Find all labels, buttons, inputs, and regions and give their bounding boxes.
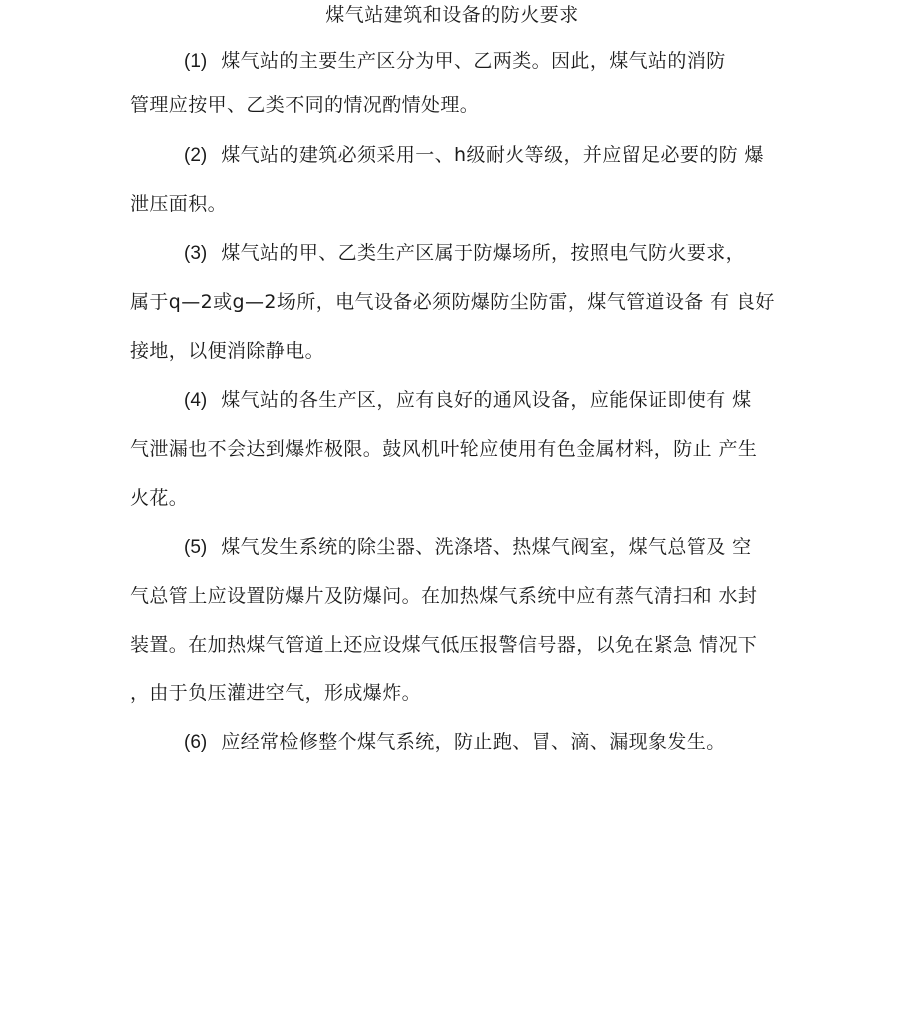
paragraph-3-number: (3) <box>184 243 208 264</box>
paragraph-5-number: (5) <box>184 537 208 558</box>
paragraph-2-line-1 <box>184 142 775 168</box>
paragraph-1-line-2: 管理应按甲、乙类不同的情况酌情处理。 <box>130 94 480 116</box>
paragraph-3-text-1: 煤气站的甲、乙类生产区属于防爆场所，按照电气防火要求， <box>221 242 746 264</box>
paragraph-5-text-1: 煤气发生系统的除尘器、洗涤塔、热煤气阀室，煤气总管及 空 <box>221 536 752 558</box>
paragraph-3-line-3: 接地，以便消除静电。 <box>130 340 325 362</box>
document-title: 煤气站建筑和设备的防火要求 <box>325 4 579 26</box>
paragraph-5-line-1 <box>184 534 775 560</box>
paragraph-5-line-2: 气总管上应设置防爆片及防爆问。在加热煤气系统中应有蒸气清扫和 水封 <box>130 585 758 607</box>
paragraph-1-line-1 <box>184 48 775 74</box>
paragraph-4-text-1: 煤气站的各生产区，应有良好的通风设备，应能保证即使有 煤 <box>221 389 752 411</box>
paragraph-6-text-1: 应经常检修整个煤气系统，防止跑、冒、滴、漏现象发生。 <box>221 731 726 753</box>
paragraph-2-number: (2) <box>184 145 208 166</box>
paragraph-3-line-2: 属于q—2或g—2场所，电气设备必须防爆防尘防雷，煤气管道设备 有 良好 <box>130 291 775 313</box>
paragraph-1-number: (1) <box>184 51 208 72</box>
paragraph-6-number: (6) <box>184 732 208 753</box>
paragraph-4-line-2: 气泄漏也不会达到爆炸极限。鼓风机叶轮应使用有色金属材料，防止 产生 <box>130 438 758 460</box>
paragraph-5-line-3: 装置。在加热煤气管道上还应设煤气低压报警信号器，以免在紧急 情况下 <box>130 634 758 656</box>
paragraph-4-number: (4) <box>184 390 208 411</box>
paragraph-4-line-3: 火花。 <box>130 487 189 509</box>
paragraph-2-text-1: 煤气站的建筑必须采用一、h级耐火等级，并应留足必要的防 爆 <box>221 144 764 166</box>
paragraph-3-line-1 <box>184 240 775 266</box>
paragraph-2-line-2: 泄压面积。 <box>130 193 228 215</box>
paragraph-4-line-1 <box>184 387 775 413</box>
paragraph-5-line-4: ，由于负压灌进空气，形成爆炸。 <box>130 682 422 704</box>
paragraph-1-text-1: 煤气站的主要生产区分为甲、乙两类。因此，煤气站的消防 <box>221 50 726 72</box>
paragraph-6-line-1 <box>184 729 775 755</box>
